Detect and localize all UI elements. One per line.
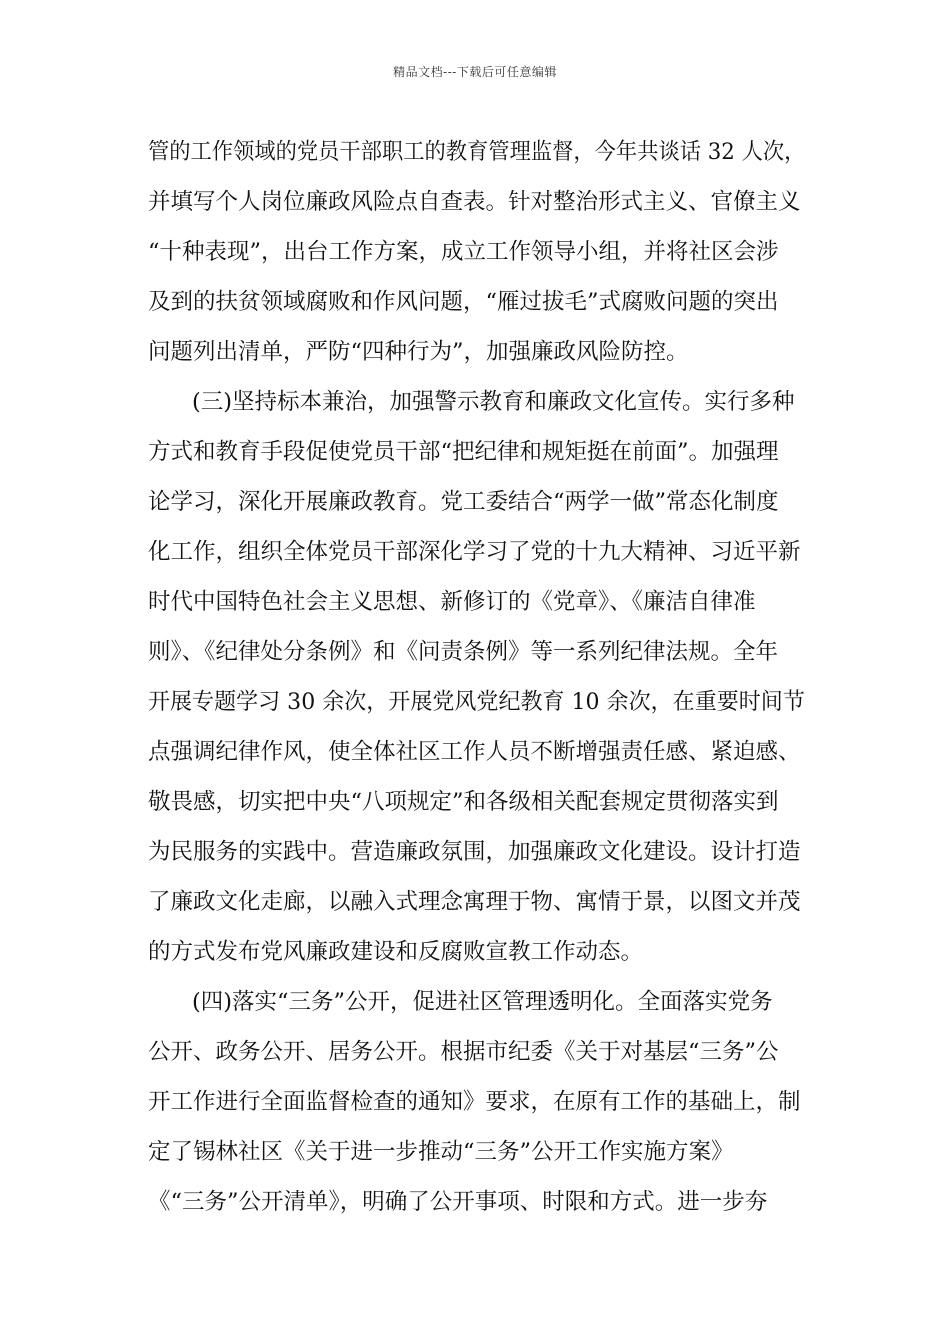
body-line: 定了锡林社区《关于进一步推动“三务”公开工作实施方案》 (148, 1139, 734, 1165)
body-line: 公开、政务公开、居务公开。根据市纪委《关于对基层“三务”公 (148, 1039, 779, 1065)
body-line: 问题列出清单，严防“四种行为”，加强廉政风险防控。 (148, 339, 689, 365)
body-line: 的方式发布党风廉政建设和反腐败宣教工作动态。 (148, 939, 644, 965)
body-line: 点强调纪律作风，使全体社区工作人员不断增强责任感、紧迫感、 (148, 739, 801, 765)
body-line: 则》、《纪律处分条例》和《问责条例》等一系列纪律法规。全年 (148, 639, 779, 665)
body-line: 敬畏感，切实把中央“八项规定”和各级相关配套规定贯彻落实到 (148, 789, 779, 815)
body-line: 化工作，组织全体党员干部深化学习了党的十九大精神、习近平新 (148, 539, 801, 565)
body-line: 并填写个人岗位廉政风险点自查表。针对整治形式主义、官僚主义 (148, 189, 801, 215)
body-line: 方式和教育手段促使党员干部“把纪律和规矩挺在前面”。加强理 (148, 439, 779, 465)
body-line: 时代中国特色社会主义思想、新修订的《党章》、《廉洁自律准 (148, 589, 756, 615)
section-heading-line: (四)落实“三务”公开，促进社区管理透明化。全面落实党务 (192, 989, 773, 1015)
section-heading-line: (三)坚持标本兼治，加强警示教育和廉政文化宣传。实行多种 (192, 389, 795, 415)
body-line: 了廉政文化走廊，以融入式理念寓理于物、寓情于景，以图文并茂 (148, 889, 801, 915)
page-header: 精品文档---下载后可任意编辑 (393, 65, 557, 79)
body-line: 开展专题学习 30 余次，开展党风党纪教育 10 余次，在重要时间节 (148, 689, 805, 715)
body-line: 为民服务的实践中。营造廉政氛围，加强廉政文化建设。设计打造 (148, 839, 801, 865)
body-line: 管的工作领域的党员干部职工的教育管理监督，今年共谈话 32 人次， (148, 139, 806, 165)
body-line: 开工作进行全面监督检查的通知》要求，在原有工作的基础上，制 (148, 1089, 801, 1115)
body-line: 《“三务”公开清单》，明确了公开事项、时限和方式。进一步夯 (148, 1189, 768, 1215)
body-line: 及到的扶贫领域腐败和作风问题，“雁过拔毛”式腐败问题的突出 (148, 289, 779, 315)
body-line: 论学习，深化开展廉政教育。党工委结合“两学一做”常态化制度 (148, 489, 779, 515)
body-line: “十种表现”，出台工作方案，成立工作领导小组，并将社区会涉 (148, 239, 779, 265)
